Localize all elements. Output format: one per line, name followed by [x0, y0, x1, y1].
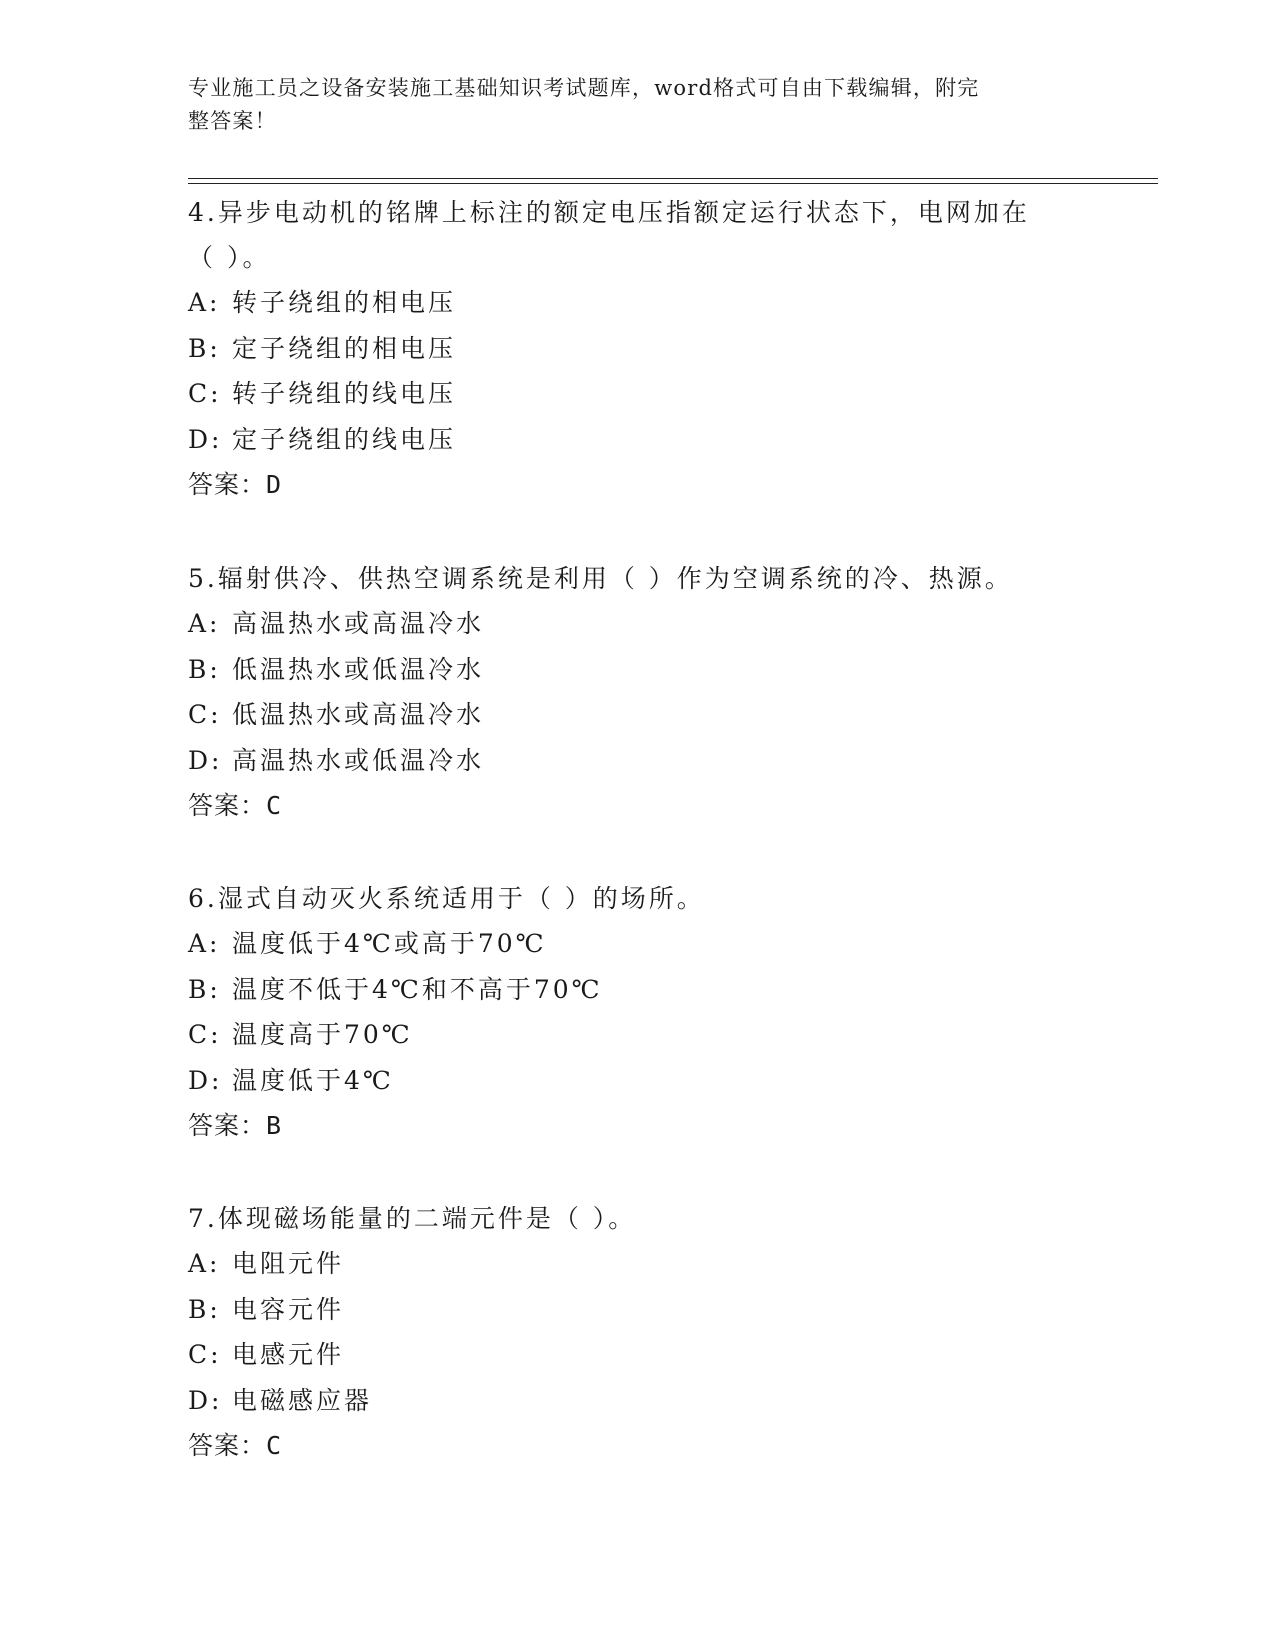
option-d: [188, 1058, 1088, 1104]
document-header: [188, 72, 1068, 138]
answer-value: D: [266, 470, 283, 499]
question-stem: 4.异步电动机的铭牌上标注的额定电压指额定运行状态下，电网加在: [188, 198, 1030, 227]
answer-value: C: [266, 791, 283, 820]
header-line-2: 整答案！: [188, 109, 277, 133]
option-key: C:: [188, 700, 222, 729]
option-c: [188, 371, 1088, 417]
option-key: B:: [188, 974, 221, 1004]
option-key: C:: [188, 1340, 222, 1369]
option-d: [188, 738, 1088, 784]
option-b: [188, 967, 1088, 1013]
question-5: [188, 556, 1088, 828]
option-d: [188, 417, 1088, 463]
option-key: D:: [188, 1065, 223, 1095]
answer-value: B: [266, 1111, 283, 1140]
option-key: A:: [188, 609, 221, 638]
question-6: [188, 876, 1088, 1148]
question-stem: 7.体现磁场能量的二端元件是（ ）。: [188, 1204, 637, 1233]
option-text: 转子绕组的线电压: [232, 379, 457, 408]
answer-label: 答案：: [188, 1431, 267, 1460]
option-key: B:: [188, 1294, 221, 1324]
question-stem-continued: （ ）。: [188, 243, 271, 272]
option-text: 温度低于4℃: [232, 1065, 394, 1095]
answer-line: [188, 462, 1088, 507]
option-c: [188, 1012, 1088, 1058]
header-line-1: 专业施工员之设备安装施工基础知识考试题库，word格式可自由下载编辑，附完: [188, 76, 980, 100]
answer-label: 答案：: [188, 1111, 267, 1140]
option-key: D:: [188, 1385, 223, 1415]
option-text: 温度不低于4℃和不高于70℃: [232, 974, 603, 1004]
header-divider-bottom: [188, 183, 1158, 184]
option-c: [188, 692, 1088, 738]
option-a: [188, 921, 1088, 967]
option-text: 高温热水或低温冷水: [232, 745, 485, 775]
question-stem: 5.辐射供冷、供热空调系统是利用（ ）作为空调系统的冷、热源。: [188, 564, 1013, 593]
option-key: B:: [188, 654, 221, 684]
option-text: 低温热水或低温冷水: [232, 654, 485, 684]
option-text: 定子绕组的线电压: [232, 424, 457, 454]
answer-line: [188, 1103, 1088, 1148]
answer-line: [188, 1423, 1088, 1468]
option-text: 转子绕组的相电压: [232, 288, 457, 317]
option-b: [188, 647, 1088, 693]
option-text: 高温热水或高温冷水: [232, 609, 485, 638]
option-b: [188, 1287, 1088, 1333]
option-text: 温度高于70℃: [232, 1020, 413, 1049]
option-key: B:: [188, 333, 221, 363]
header-divider-top: [188, 178, 1158, 179]
question-7: [188, 1196, 1088, 1468]
answer-line: [188, 783, 1088, 828]
option-a: [188, 1241, 1088, 1287]
option-text: 低温热水或高温冷水: [232, 700, 485, 729]
option-key: A:: [188, 1249, 221, 1278]
option-key: D:: [188, 424, 223, 454]
option-text: 温度低于4℃或高于70℃: [232, 929, 547, 958]
option-text: 电感元件: [232, 1340, 345, 1369]
option-key: C:: [188, 379, 222, 408]
answer-label: 答案：: [188, 791, 267, 820]
answer-value: C: [266, 1431, 283, 1460]
option-b: [188, 326, 1088, 372]
option-key: C:: [188, 1020, 222, 1049]
option-c: [188, 1332, 1088, 1378]
option-a: [188, 601, 1088, 647]
answer-label: 答案：: [188, 470, 267, 499]
option-key: A:: [188, 929, 221, 958]
option-text: 定子绕组的相电压: [232, 333, 457, 363]
option-key: A:: [188, 288, 221, 317]
option-key: D:: [188, 745, 223, 775]
option-text: 电容元件: [232, 1294, 345, 1324]
question-4: [188, 190, 1088, 507]
option-text: 电磁感应器: [232, 1385, 373, 1415]
question-stem: 6.湿式自动灭火系统适用于（ ）的场所。: [188, 884, 705, 913]
option-text: 电阻元件: [232, 1249, 345, 1278]
option-d: [188, 1378, 1088, 1424]
option-a: [188, 280, 1088, 326]
